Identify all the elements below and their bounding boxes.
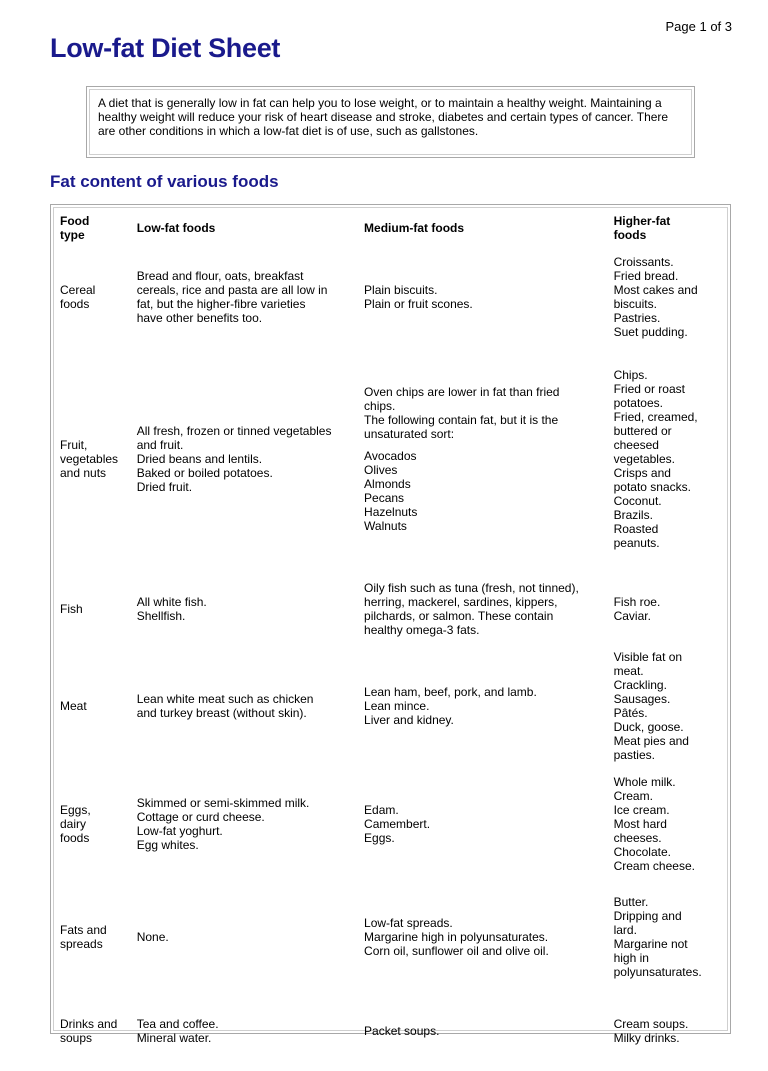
low-fat-cell [133,882,360,991]
higher-fat-cell-text: Cream soups. Milky drinks. [613,1017,689,1045]
higher-fat-cell-text: Croissants. Fried bread. Most cakes and biscuits. Pastries. Suet pudding. [613,254,698,339]
higher-fat-cell [610,345,727,573]
low-fat-cell [133,766,360,882]
fat-content-table-frame [50,204,731,1045]
low-fat-cell-text: Lean white meat such as chicken and turkey breast (without skin). [136,691,314,720]
intro-box [86,86,695,158]
low-fat-cell-text: All fresh, frozen or tinned vegetables and fruit. Dried beans and lentils. Baked or boiled potatoes. Dried fruit. [136,424,332,494]
higher-fat-cell [610,766,727,882]
medium-fat-cell-text: Oven chips are lower in fat than fried chips. The following contain fat, but it is the unsaturated sort: [364,385,560,441]
table-row [54,345,727,573]
higher-fat-cell-text: Whole milk. Cream. Ice cream. Most hard cheeses. Chocolate. Cream cheese. [613,775,695,873]
medium-fat-cell [360,766,610,882]
fat-content-table-inner [53,207,728,1045]
food-type-cell [54,248,133,345]
low-fat-cell-text: All white fish. Shellfish. [136,595,207,623]
higher-fat-cell [610,991,727,1071]
medium-fat-cell-text: Oily fish such as tuna (fresh, not tinned), herring, mackerel, sardines, kippers, pilchards, or salmon. These contain healthy omega-3 fats. [364,581,579,637]
higher-fat-cell-text: Visible fat on meat. Crackling. Sausages. Pâtés. Duck, goose. Meat pies and pasties. [613,649,689,762]
low-fat-cell [133,645,360,766]
table-row [54,766,727,882]
food-type-text: Cereal foods [60,282,96,311]
medium-fat-cell [360,573,610,645]
food-type-cell [54,645,133,766]
higher-fat-cell [610,573,727,645]
medium-fat-cell-text: Avocados Olives Almonds Pecans Hazelnuts Walnuts [364,449,418,533]
low-fat-cell-text: Bread and flour, oats, breakfast cereals, rice and pasta are all low in fat, but the higher-fibre varieties have other benefits too. [136,268,328,325]
food-type-cell [54,882,133,991]
medium-fat-cell-text: Lean ham, beef, pork, and lamb. Lean mince. Liver and kidney. [364,684,537,727]
higher-fat-cell [610,248,727,345]
food-type-text: Fats and spreads [60,922,107,951]
medium-fat-cell [360,645,610,766]
medium-fat-cell [360,991,610,1071]
low-fat-cell [133,991,360,1071]
medium-fat-cell-text: Packet soups. [364,1024,440,1038]
food-type-text: Eggs, dairy foods [60,803,91,845]
food-type-text: Fruit, vegetables and nuts [60,438,119,480]
header-medium-fat: Medium-fat foods [364,221,465,235]
medium-fat-cell [360,882,610,991]
section-heading: Fat content of various foods [50,172,279,191]
food-type-cell [54,345,133,573]
food-type-text: Drinks and soups [60,1017,118,1045]
medium-fat-cell-text: Edam. Camembert. Eggs. [364,803,431,845]
table-row [54,573,727,645]
table-row [54,991,727,1071]
medium-fat-cell [360,248,610,345]
low-fat-cell [133,573,360,645]
low-fat-cell-text: Skimmed or semi-skimmed milk. Cottage or curd cheese. Low-fat yoghurt. Egg whites. [136,796,310,852]
header-higher-fat: Higher-fat foods [613,214,671,242]
table-row [54,645,727,766]
header-low-fat: Low-fat foods [136,221,216,235]
medium-fat-cell-text: Plain biscuits. Plain or fruit scones. [364,282,473,311]
higher-fat-cell-text: Chips. Fried or roast potatoes. Fried, creamed, buttered or cheesed vegetables. Crisps and potato snacks. Coconut. Brazils. Roasted peanuts. [613,368,698,550]
intro-text: A diet that is generally low in fat can help you to lose weight, or to maintain a healthy weight. Maintaining a healthy weight will reduce your risk of heart disease and stroke, diabetes and certain types of cancer. There are other conditions in which a low-fat diet is of use, such as gallstones. [89,89,692,155]
medium-fat-cell-text: Low-fat spreads. Margarine high in polyunsaturates. Corn oil, sunflower oil and olive oil. [364,915,549,958]
table-row [54,248,727,345]
low-fat-cell-text: None. [136,929,169,944]
header-food-type: Food type [60,214,90,242]
higher-fat-cell-text: Butter. Dripping and lard. Margarine not high in polyunsaturates. [613,894,702,979]
low-fat-cell [133,345,360,573]
food-type-text: Fish [60,602,83,616]
higher-fat-cell-text: Fish roe. Caviar. [613,595,661,623]
food-type-cell [54,766,133,882]
table-header-row [54,208,727,248]
food-type-text: Meat [60,698,87,713]
table-body [54,248,727,1071]
higher-fat-cell [610,645,727,766]
fat-content-table [54,208,727,1071]
food-type-cell [54,991,133,1071]
page-number: Page 1 of 3 [665,19,732,34]
page-title: Low-fat Diet Sheet [50,33,281,63]
low-fat-cell-text: Tea and coffee. Mineral water. [136,1017,219,1045]
medium-fat-cell [360,345,610,573]
higher-fat-cell [610,882,727,991]
table-row [54,882,727,991]
food-type-cell [54,573,133,645]
low-fat-cell [133,248,360,345]
